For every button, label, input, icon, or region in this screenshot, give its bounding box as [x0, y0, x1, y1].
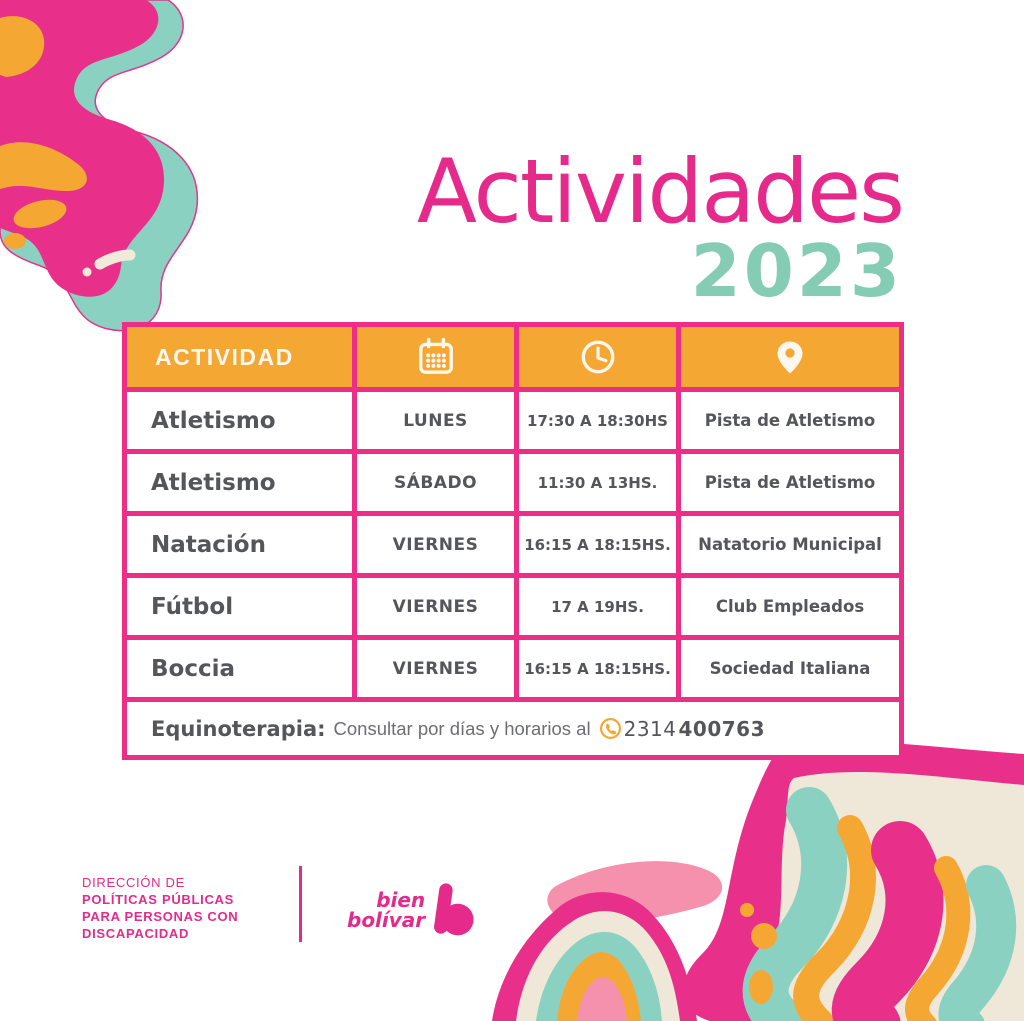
header-activity: ACTIVIDAD	[127, 327, 352, 387]
calendar-icon	[415, 336, 457, 378]
row-activity: Atletismo	[127, 392, 352, 449]
logo-line2: bolívar	[347, 908, 426, 932]
row-activity: Natación	[127, 516, 352, 573]
row-time: 16:15 A 18:15HS.	[519, 516, 676, 573]
row-day: SÁBADO	[357, 454, 514, 511]
row-time: 17:30 A 18:30HS	[519, 392, 676, 449]
row-day: VIERNES	[357, 516, 514, 573]
row-time: 17 A 19HS.	[519, 578, 676, 635]
row-location: Pista de Atletismo	[681, 392, 899, 449]
row-activity: Atletismo	[127, 454, 352, 511]
decorative-swirl-top-left	[0, 0, 232, 338]
row-location: Sociedad Italiana	[681, 640, 899, 697]
phone-bold: 400763	[678, 716, 765, 741]
header-day	[357, 327, 514, 387]
org-line: DIRECCIÓN DE	[82, 875, 186, 890]
row-time: 16:15 A 18:15HS.	[519, 640, 676, 697]
org-line: PARA PERSONAS CON	[82, 909, 239, 925]
logo-line1: bien	[376, 888, 426, 912]
activities-table	[122, 322, 904, 760]
bien-bolivar-b-icon	[430, 881, 474, 939]
row-location: Club Empleados	[681, 578, 899, 635]
header-location	[681, 327, 899, 387]
decorative-swirl-bottom-right	[464, 740, 1024, 1021]
bien-bolivar-logo	[347, 881, 474, 939]
row-location: Pista de Atletismo	[681, 454, 899, 511]
equinoterapia-text: Consultar por días y horarios al	[333, 717, 591, 739]
org-line: POLÍTICAS PÚBLICAS	[82, 892, 234, 908]
brand-divider	[299, 866, 302, 942]
title-block	[416, 140, 903, 313]
header-time	[519, 327, 676, 387]
row-day: LUNES	[357, 392, 514, 449]
row-activity: Boccia	[127, 640, 352, 697]
row-day: VIERNES	[357, 640, 514, 697]
phone-icon	[599, 717, 622, 740]
phone-number	[599, 717, 765, 741]
equinoterapia-row	[127, 702, 899, 755]
page-title-year: 2023	[690, 229, 903, 313]
location-pin-icon	[770, 336, 810, 378]
org-line: DISCAPACIDAD	[82, 926, 190, 942]
row-activity: Fútbol	[127, 578, 352, 635]
org-block	[82, 874, 238, 943]
clock-icon	[577, 336, 619, 378]
phone-prefix: 2314	[623, 716, 677, 741]
row-day: VIERNES	[357, 578, 514, 635]
row-time: 11:30 A 13HS.	[519, 454, 676, 511]
row-location: Natatorio Municipal	[681, 516, 899, 573]
equinoterapia-label: Equinoterapia:	[151, 716, 326, 741]
page-title: Actividades	[416, 140, 903, 243]
